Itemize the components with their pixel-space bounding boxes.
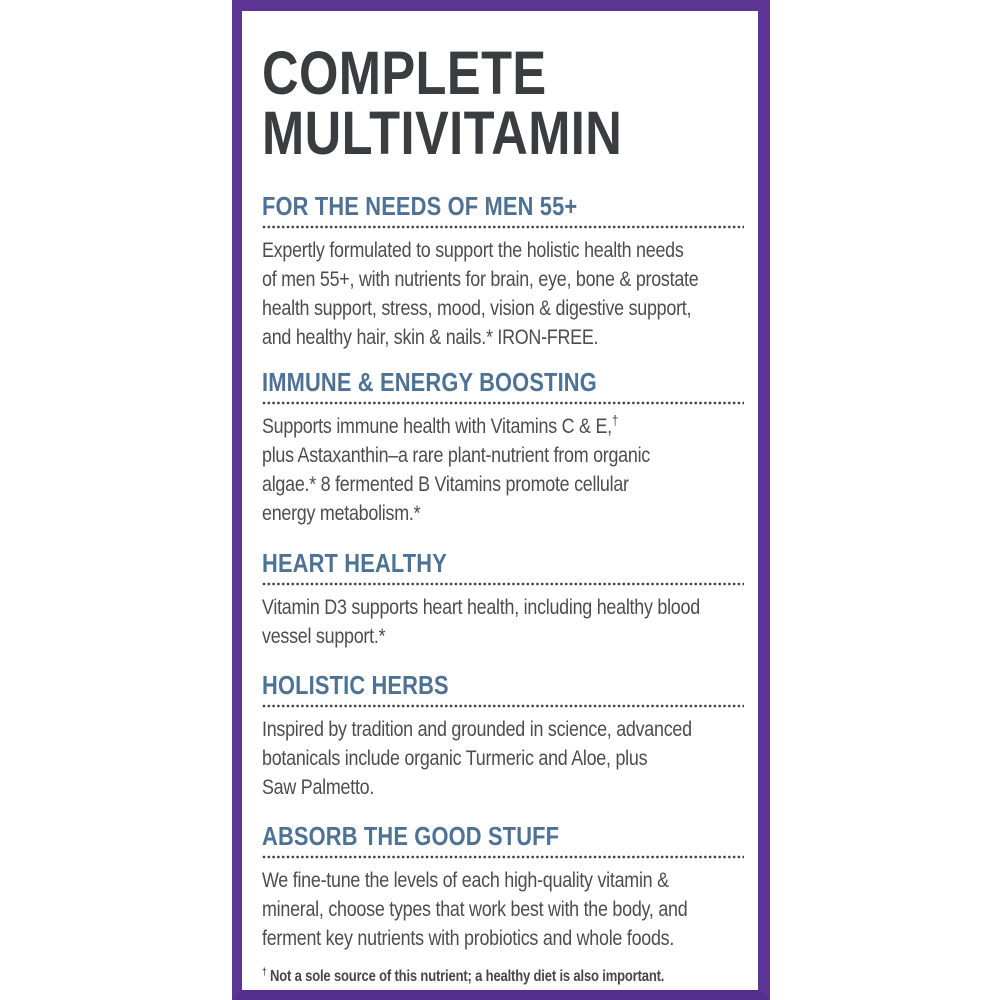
body-line: Inspired by tradition and grounded in science, advanced (262, 717, 692, 741)
section-body-heart-healthy (262, 593, 745, 651)
section-absorb-good-stuff (262, 822, 744, 953)
body-line-text: Supports immune health with Vitamins C & E, (262, 414, 612, 438)
product-label-panel (232, 0, 770, 1000)
body-line: algae.* 8 fermented B Vitamins promote cellular (262, 472, 629, 496)
body-line: ferment key nutrients with probiotics and whole foods. (262, 926, 675, 950)
section-body-holistic-herbs (262, 715, 745, 802)
footnote (262, 967, 749, 987)
body-line: energy metabolism.* (262, 501, 421, 525)
section-heart-healthy (262, 549, 744, 651)
dotted-divider (262, 855, 744, 859)
dagger-symbol: † (262, 966, 267, 978)
dotted-divider (262, 225, 744, 229)
body-line: health support, stress, mood, vision & digestive support, (262, 296, 692, 320)
body-line: plus Astaxanthin–a rare plant-nutrient from organic (262, 443, 650, 467)
body-line: of men 55+, with nutrients for brain, eye, bone & prostate (262, 267, 699, 291)
body-line: We fine-tune the levels of each high-quality vitamin & (262, 868, 669, 892)
section-body-immune-energy (262, 412, 745, 528)
footnote-text: Not a sole source of this nutrient; a healthy diet is also important. (266, 968, 665, 985)
section-heading-needs-of-men: FOR THE NEEDS OF MEN 55+ (262, 191, 578, 221)
body-line: vessel support.* (262, 624, 386, 648)
section-heading-immune-energy: IMMUNE & ENERGY BOOSTING (262, 367, 597, 397)
section-heading-holistic-herbs: HOLISTIC HERBS (262, 670, 449, 700)
body-line (262, 412, 745, 441)
section-heading-absorb-good-stuff: ABSORB THE GOOD STUFF (262, 821, 560, 851)
product-title (262, 39, 758, 167)
body-line: mineral, choose types that work best with the body, and (262, 897, 688, 921)
section-heading-heart-healthy: HEART HEALTHY (262, 548, 447, 578)
dotted-divider (262, 582, 744, 586)
section-needs-of-men (262, 192, 744, 352)
section-body-needs-of-men (262, 236, 745, 352)
body-line: Saw Palmetto. (262, 775, 375, 799)
section-holistic-herbs (262, 671, 744, 802)
dotted-divider (262, 704, 744, 708)
body-line: botanicals include organic Turmeric and Aloe, plus (262, 746, 648, 770)
dotted-divider (262, 401, 744, 405)
body-line: Vitamin D3 supports heart health, including healthy blood (262, 595, 700, 619)
body-line: and healthy hair, skin & nails.* IRON-FREE. (262, 325, 599, 349)
section-body-absorb-good-stuff (262, 866, 745, 953)
body-line: Expertly formulated to support the holistic health needs (262, 238, 684, 262)
product-title-line-1: COMPLETE (262, 39, 547, 107)
dagger-symbol: † (611, 411, 619, 428)
product-title-line-2: MULTIVITAMIN (262, 99, 623, 167)
label-content (242, 11, 758, 990)
section-immune-energy (262, 368, 744, 528)
